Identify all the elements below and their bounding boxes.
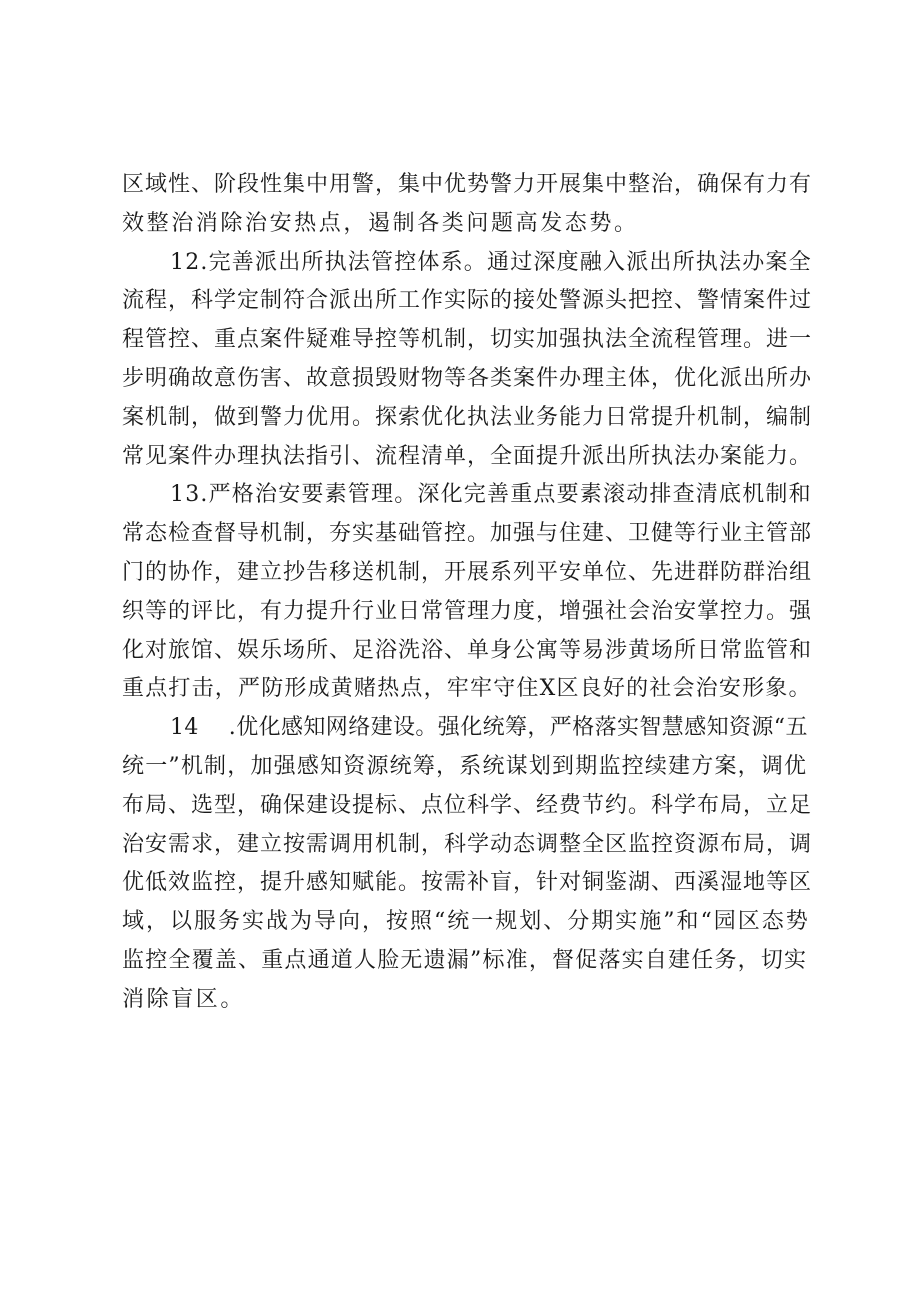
text-line: 优低效监控，提升感知赋能。按需补盲，针对铜鉴湖、西溪湿地等区 <box>122 870 813 896</box>
text-line: 常见案件办理执法指引、流程清单，全面提升派出所执法办案能力。 <box>122 443 813 469</box>
text-line: 重点打击，严防形成黄赌热点，牢牢守住X区良好的社会治安形象。 <box>122 676 812 702</box>
text-line: 常态检查督导机制，夯实基础管控。加强与住建、卫健等行业主管部 <box>122 521 813 547</box>
item-number: 13 <box>170 482 201 508</box>
text-line <box>122 244 812 283</box>
text-line: 域，以服务实战为导向，按照“统一规划、分期实施”和“园区态势 <box>122 909 810 935</box>
document-body <box>122 166 812 1020</box>
text-line: 程管控、重点案件疑难导控等机制，切实加强执法全流程管理。进一 <box>122 327 813 353</box>
text-line: 布局、选型，确保建设提标、点位科学、经费节约。科学布局，立足 <box>122 792 813 818</box>
text-line: 区域性、阶段性集中用警，集中优势警力开展集中整治，确保有力有 <box>122 172 813 197</box>
item-heading-text: .完善派出所执法管控体系。通过深度融入派出所执法办案全 <box>200 249 812 275</box>
text-line <box>122 709 812 748</box>
paragraph-13 <box>122 476 812 709</box>
item-number: 14 <box>170 715 199 741</box>
text-line: 案机制，做到警力优用。探索优化执法业务能力日常提升机制，编制 <box>122 404 813 430</box>
text-line: 效整治消除治安热点，遏制各类问题高发态势。 <box>122 210 639 236</box>
text-line: 统一”机制，加强感知资源统筹，系统谋划到期监控续建方案，调优 <box>122 753 808 779</box>
text-line: 化对旅馆、娱乐场所、足浴洗浴、单身公寓等易涉黄场所日常监管和 <box>122 637 813 663</box>
paragraph-12 <box>122 244 812 477</box>
item-heading-text: .优化感知网络建设。强化统筹，严格落实智慧感知资源“五 <box>228 715 808 741</box>
paragraph-continuation <box>122 166 812 244</box>
text-line: 消除盲区。 <box>122 986 246 1012</box>
text-line: 监控全覆盖、重点通道人脸无遗漏”标准，督促落实自建任务，切实 <box>122 947 808 973</box>
text-line: 流程，科学定制符合派出所工作实际的接处警源头把控、警情案件过 <box>122 288 813 314</box>
text-line <box>122 476 812 515</box>
text-line: 织等的评比，有力提升行业日常管理力度，增强社会治安掌控力。强 <box>122 598 813 624</box>
text-line: 步明确故意伤害、故意损毁财物等各类案件办理主体，优化派出所办 <box>122 365 813 391</box>
paragraph-14 <box>122 709 812 1019</box>
item-number: 12 <box>170 249 201 275</box>
text-line: 治安需求，建立按需调用机制，科学动态调整全区监控资源布局，调 <box>122 831 813 857</box>
text-line: 门的协作，建立抄告移送机制，开展系列平安单位、先进群防群治组 <box>122 559 813 585</box>
item-heading-text: .严格治安要素管理。深化完善重点要素滚动排查清底机制和 <box>200 482 812 508</box>
